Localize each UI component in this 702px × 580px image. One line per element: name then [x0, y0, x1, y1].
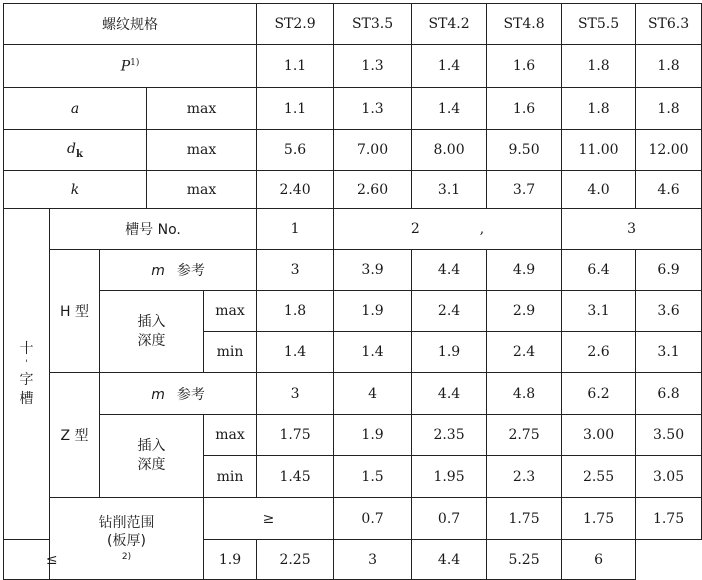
table-row	[4, 88, 702, 130]
table-cell: 2.60	[334, 171, 412, 209]
table-row	[4, 130, 702, 171]
table-cell: 2.9	[487, 291, 562, 332]
table-cell: 1.9	[334, 291, 412, 332]
table-cell: 3.1	[636, 332, 702, 373]
table-cell: 3.7	[487, 171, 562, 209]
symbol-k: k	[70, 181, 80, 198]
ge-symbol: ≥	[204, 498, 334, 540]
table-cell: 1.95	[412, 456, 487, 498]
table-cell: 0.7	[412, 498, 487, 540]
m-reference-label	[100, 373, 257, 415]
table-row	[4, 291, 702, 332]
insertion-depth-label	[100, 291, 204, 373]
table-cell: 6.2	[562, 373, 636, 415]
label-char: 十	[19, 340, 34, 357]
size-heading: ST2.9	[257, 4, 334, 45]
qualifier: max	[204, 415, 257, 456]
table-cell: 1.3	[334, 88, 412, 130]
table-cell: 1.6	[487, 88, 562, 130]
m-reference-label	[100, 250, 257, 291]
table-cell: 3.1	[412, 171, 487, 209]
table-cell: 1.5	[334, 456, 412, 498]
table-cell: 2.55	[562, 456, 636, 498]
groove-value: 2	[410, 221, 420, 237]
groove-cell: 1	[257, 209, 334, 250]
table-cell: 1.45	[257, 456, 334, 498]
thread-spec-heading: 螺纹规格	[4, 4, 257, 45]
symbol-d: d	[67, 140, 77, 157]
table-cell: 3.1	[562, 291, 636, 332]
label-char: 槽	[19, 390, 34, 407]
table-cell: 4	[334, 373, 412, 415]
table-cell: 12.00	[636, 130, 702, 171]
table-cell: 1.1	[257, 45, 334, 88]
table-cell: 3.9	[334, 250, 412, 291]
qualifier: max	[147, 130, 257, 171]
table-cell: 6.9	[636, 250, 702, 291]
label-char: 字	[19, 371, 34, 388]
table-cell: 1.9	[412, 332, 487, 373]
table-cell: 1.9	[204, 540, 257, 580]
table-cell: 4.6	[636, 171, 702, 209]
table-cell: 1.8	[562, 88, 636, 130]
size-heading: ST3.5	[334, 4, 412, 45]
param-symbol	[4, 88, 147, 130]
table-cell: 2.4	[487, 332, 562, 373]
table-row	[4, 373, 702, 415]
table-cell: 1.4	[412, 45, 487, 88]
table-row	[4, 45, 702, 88]
table-cell: 1.9	[334, 415, 412, 456]
h-type-label: H 型	[50, 250, 100, 373]
table-cell: 4.4	[412, 250, 487, 291]
size-heading: ST4.2	[412, 4, 487, 45]
size-heading: ST6.3	[636, 4, 702, 45]
stray-mark: ,	[479, 221, 485, 237]
qualifier: min	[204, 332, 257, 373]
table-row	[4, 498, 702, 540]
le-symbol: ≤	[4, 540, 100, 580]
table-cell: 1.4	[257, 332, 334, 373]
table-cell: 6.8	[636, 373, 702, 415]
symbol-a: a	[70, 100, 80, 117]
param-symbol	[4, 130, 147, 171]
table-cell: 5.25	[487, 540, 562, 580]
size-heading: ST4.8	[487, 4, 562, 45]
label-line: 钻削范围	[98, 514, 155, 531]
table-cell: 1.8	[636, 88, 702, 130]
table-cell: 1.75	[636, 498, 702, 540]
reference-text: 参考	[176, 386, 205, 403]
pitch-label	[4, 45, 257, 88]
table-cell: 4.4	[412, 540, 487, 580]
table-cell: 4.8	[487, 373, 562, 415]
table-cell: 3	[334, 540, 412, 580]
table-row	[4, 209, 702, 250]
table-cell: 2.6	[562, 332, 636, 373]
table-cell: 7.00	[334, 130, 412, 171]
size-heading: ST5.5	[562, 4, 636, 45]
footnote-mark: 2)	[121, 552, 132, 563]
table-cell: 3.50	[636, 415, 702, 456]
table-cell: 8.00	[412, 130, 487, 171]
table-cell: 3.00	[562, 415, 636, 456]
table-cell: 1.4	[334, 332, 412, 373]
table-cell: 2.25	[257, 540, 334, 580]
table-cell: 4.9	[487, 250, 562, 291]
groove-cell: 3	[562, 209, 702, 250]
table-row	[4, 250, 702, 291]
table-cell: 1.75	[257, 415, 334, 456]
label-line: 插入	[137, 438, 166, 455]
table-cell: 3	[257, 250, 334, 291]
symbol-m: m	[151, 386, 165, 403]
table-cell: 2.75	[487, 415, 562, 456]
table-cell: 3.05	[636, 456, 702, 498]
z-type-label: Z 型	[50, 373, 100, 498]
table-cell: 1.8	[636, 45, 702, 88]
table-cell: 1.3	[334, 45, 412, 88]
table-cell: 11.00	[562, 130, 636, 171]
table-cell: 6.4	[562, 250, 636, 291]
qualifier: max	[147, 88, 257, 130]
cross-recess-label	[4, 209, 50, 540]
table-cell: 5.6	[257, 130, 334, 171]
subscript-k: k	[76, 148, 83, 160]
screw-spec-table	[3, 3, 702, 580]
label-mark: '	[25, 359, 28, 370]
table-cell: 4.4	[412, 373, 487, 415]
table-cell: 1.6	[487, 45, 562, 88]
label-line: 深度	[137, 332, 166, 349]
qualifier: max	[204, 291, 257, 332]
label-line: 深度	[137, 457, 166, 473]
table-cell: 1.75	[487, 498, 562, 540]
table-cell: 3	[257, 373, 334, 415]
insertion-depth-label	[100, 415, 204, 498]
table-cell: 0.7	[334, 498, 412, 540]
table-row	[4, 415, 702, 456]
qualifier: min	[204, 456, 257, 498]
header-row	[4, 4, 702, 45]
table-row	[4, 171, 702, 209]
footnote-mark: 1)	[130, 57, 140, 68]
table-cell: 4.0	[562, 171, 636, 209]
reference-text: 参考	[176, 263, 205, 279]
table-cell: 2.4	[412, 291, 487, 332]
table-cell: 2.3	[487, 456, 562, 498]
pitch-symbol: P	[120, 58, 131, 75]
table-cell: 6	[562, 540, 636, 580]
table-cell: 1.75	[562, 498, 636, 540]
table-cell: 1.1	[257, 88, 334, 130]
label-line: 插入	[137, 313, 166, 330]
table-cell: 2.40	[257, 171, 334, 209]
symbol-m: m	[151, 263, 165, 279]
table-cell: 9.50	[487, 130, 562, 171]
table-cell: 1.8	[257, 291, 334, 332]
table-cell: 3.6	[636, 291, 702, 332]
groove-number-label: 槽号 No.	[50, 209, 257, 250]
groove-cell	[334, 209, 562, 250]
table-cell: 2.35	[412, 415, 487, 456]
label-line: (板厚)	[107, 533, 146, 550]
table-cell: 1.8	[562, 45, 636, 88]
table-cell: 1.4	[412, 88, 487, 130]
param-symbol	[4, 171, 147, 209]
qualifier: max	[147, 171, 257, 209]
